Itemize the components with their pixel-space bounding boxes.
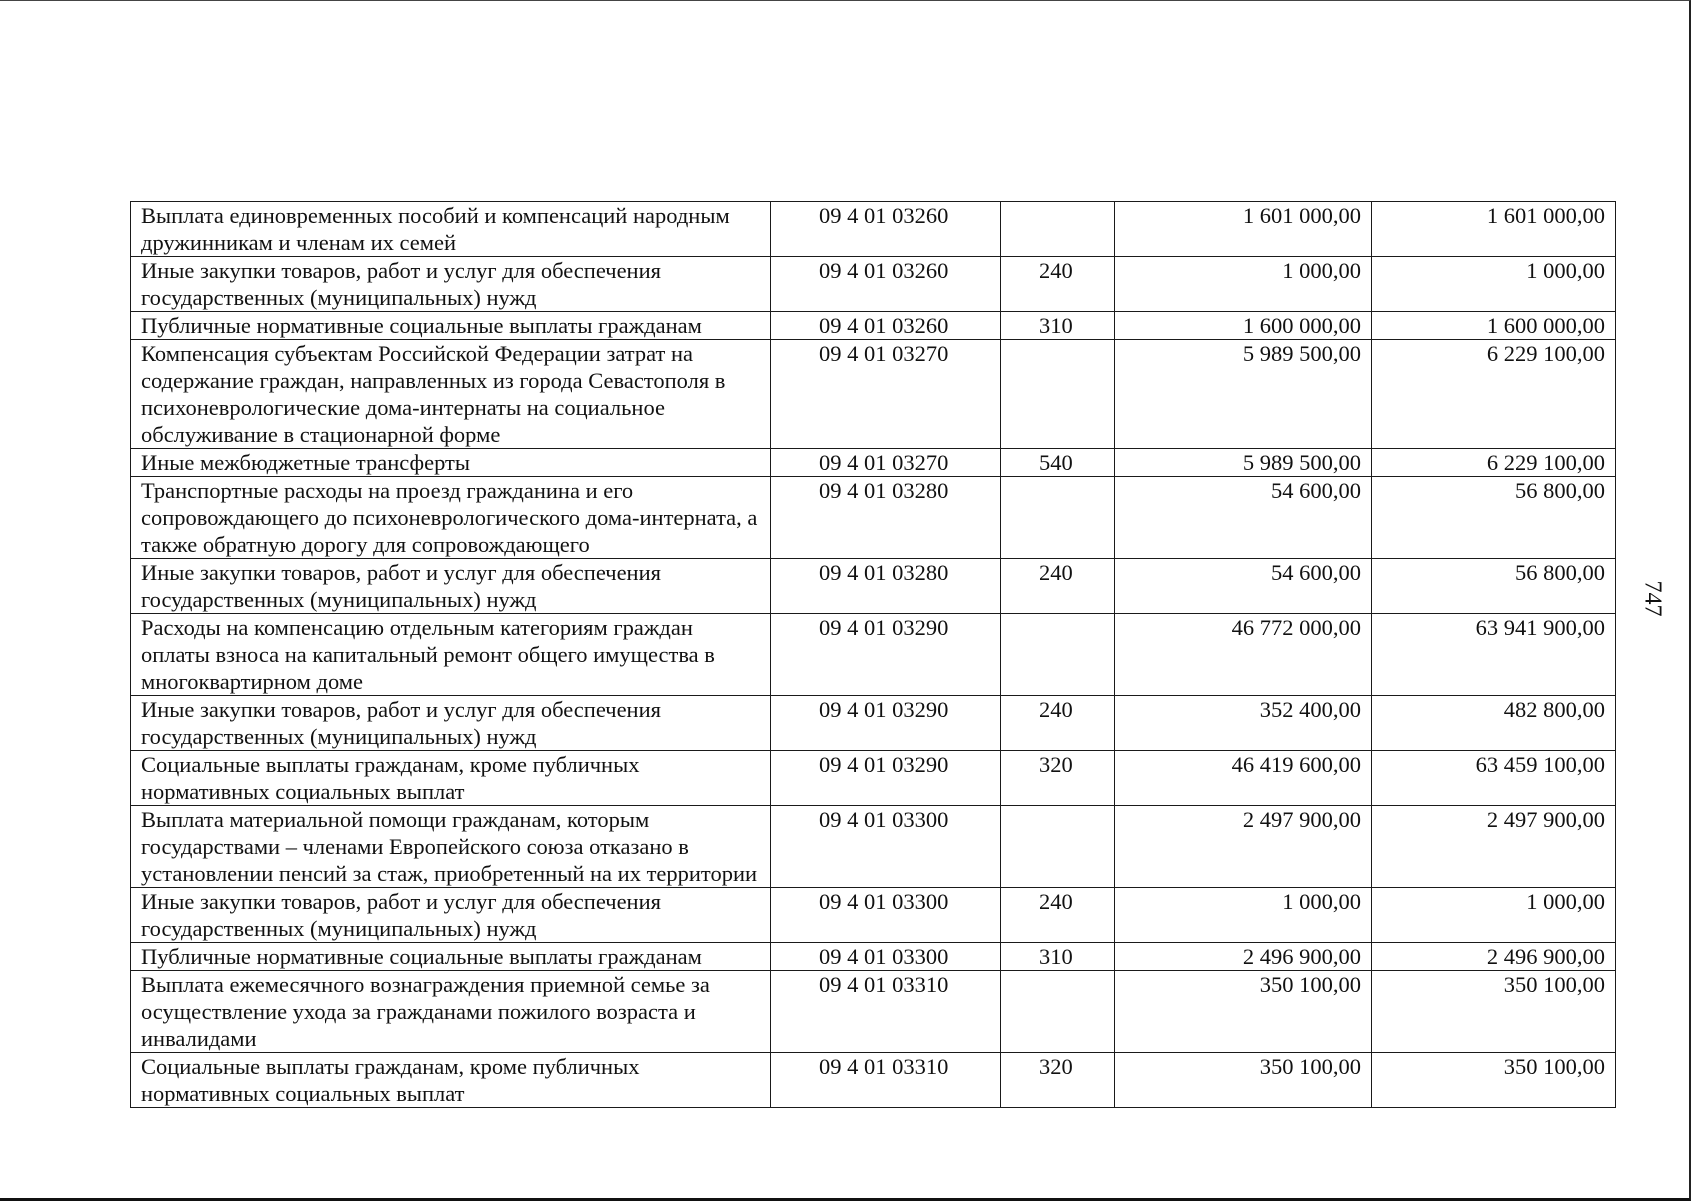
- table-row: [131, 614, 1616, 696]
- row-amount-year2: 1 600 000,00: [1372, 312, 1616, 340]
- row-amount-year1: 46 772 000,00: [1115, 614, 1372, 696]
- row-type: 240: [1001, 888, 1115, 943]
- row-code: 09 4 01 03280: [771, 477, 1001, 559]
- row-code: 09 4 01 03280: [771, 559, 1001, 614]
- row-code: 09 4 01 03270: [771, 340, 1001, 449]
- row-amount-year1: 1 600 000,00: [1115, 312, 1372, 340]
- row-amount-year1: 54 600,00: [1115, 559, 1372, 614]
- row-amount-year2: 350 100,00: [1372, 1053, 1616, 1108]
- table-row: [131, 751, 1616, 806]
- row-amount-year2: 2 497 900,00: [1372, 806, 1616, 888]
- row-name: Выплата материальной помощи гражданам, которым государствами – членами Европейского союза отказано в установлении пенсий за стаж, приобретенный на их территории: [131, 806, 771, 888]
- row-type: [1001, 614, 1115, 696]
- row-amount-year2: 2 496 900,00: [1372, 943, 1616, 971]
- row-type: 540: [1001, 449, 1115, 477]
- row-code: 09 4 01 03270: [771, 449, 1001, 477]
- row-type: 240: [1001, 696, 1115, 751]
- table-row: [131, 257, 1616, 312]
- table-row: [131, 202, 1616, 257]
- row-amount-year1: 352 400,00: [1115, 696, 1372, 751]
- row-code: 09 4 01 03260: [771, 202, 1001, 257]
- row-name: Публичные нормативные социальные выплаты гражданам: [131, 312, 771, 340]
- row-type: 320: [1001, 1053, 1115, 1108]
- row-amount-year1: 350 100,00: [1115, 1053, 1372, 1108]
- row-amount-year1: 2 496 900,00: [1115, 943, 1372, 971]
- row-amount-year2: 1 601 000,00: [1372, 202, 1616, 257]
- row-amount-year2: 63 459 100,00: [1372, 751, 1616, 806]
- row-name: Социальные выплаты гражданам, кроме публичных нормативных социальных выплат: [131, 751, 771, 806]
- row-code: 09 4 01 03290: [771, 751, 1001, 806]
- row-name: Транспортные расходы на проезд гражданина и его сопровождающего до психоневрологического дома-интерната, а также обратную дорогу для сопровождающего: [131, 477, 771, 559]
- row-name: Иные закупки товаров, работ и услуг для обеспечения государственных (муниципальных) нужд: [131, 888, 771, 943]
- row-amount-year2: 350 100,00: [1372, 971, 1616, 1053]
- page-number: 747: [1639, 580, 1666, 617]
- row-amount-year2: 1 000,00: [1372, 888, 1616, 943]
- table-row: [131, 477, 1616, 559]
- row-code: 09 4 01 03290: [771, 696, 1001, 751]
- row-type: 310: [1001, 312, 1115, 340]
- row-amount-year1: 350 100,00: [1115, 971, 1372, 1053]
- row-name: Иные межбюджетные трансферты: [131, 449, 771, 477]
- row-amount-year1: 5 989 500,00: [1115, 449, 1372, 477]
- row-amount-year1: 46 419 600,00: [1115, 751, 1372, 806]
- row-type: [1001, 202, 1115, 257]
- row-name: Расходы на компенсацию отдельным категориям граждан оплаты взноса на капитальный ремонт общего имущества в многоквартирном доме: [131, 614, 771, 696]
- row-type: 310: [1001, 943, 1115, 971]
- row-code: 09 4 01 03300: [771, 806, 1001, 888]
- row-name: Компенсация субъектам Российской Федерации затрат на содержание граждан, направленных из города Севастополя в психоневрологические дома-интернаты на социальное обслуживание в стационарной форме: [131, 340, 771, 449]
- row-type: [1001, 340, 1115, 449]
- table-row: [131, 806, 1616, 888]
- row-name: Выплата ежемесячного вознаграждения приемной семье за осуществление ухода за гражданами пожилого возраста и инвалидами: [131, 971, 771, 1053]
- row-code: 09 4 01 03260: [771, 312, 1001, 340]
- row-name: Иные закупки товаров, работ и услуг для обеспечения государственных (муниципальных) нужд: [131, 696, 771, 751]
- row-code: 09 4 01 03290: [771, 614, 1001, 696]
- row-type: 240: [1001, 257, 1115, 312]
- row-amount-year2: 56 800,00: [1372, 559, 1616, 614]
- row-type: 320: [1001, 751, 1115, 806]
- row-type: [1001, 806, 1115, 888]
- row-code: 09 4 01 03310: [771, 971, 1001, 1053]
- row-amount-year2: 6 229 100,00: [1372, 340, 1616, 449]
- row-name: Иные закупки товаров, работ и услуг для обеспечения государственных (муниципальных) нужд: [131, 559, 771, 614]
- row-name: Выплата единовременных пособий и компенсаций народным дружинникам и членам их семей: [131, 202, 771, 257]
- budget-table: [130, 201, 1616, 1108]
- table-row: [131, 696, 1616, 751]
- table-row: [131, 1053, 1616, 1108]
- row-amount-year1: 5 989 500,00: [1115, 340, 1372, 449]
- row-type: [1001, 971, 1115, 1053]
- row-code: 09 4 01 03260: [771, 257, 1001, 312]
- row-amount-year1: 1 000,00: [1115, 888, 1372, 943]
- row-amount-year1: 54 600,00: [1115, 477, 1372, 559]
- row-amount-year2: 482 800,00: [1372, 696, 1616, 751]
- row-type: [1001, 477, 1115, 559]
- row-name: Социальные выплаты гражданам, кроме публичных нормативных социальных выплат: [131, 1053, 771, 1108]
- table-row: [131, 312, 1616, 340]
- table-row: [131, 943, 1616, 971]
- row-type: 240: [1001, 559, 1115, 614]
- row-code: 09 4 01 03300: [771, 888, 1001, 943]
- row-name: Иные закупки товаров, работ и услуг для обеспечения государственных (муниципальных) нужд: [131, 257, 771, 312]
- table-row: [131, 888, 1616, 943]
- table-row: [131, 971, 1616, 1053]
- row-code: 09 4 01 03300: [771, 943, 1001, 971]
- table-row: [131, 340, 1616, 449]
- row-amount-year2: 56 800,00: [1372, 477, 1616, 559]
- row-amount-year2: 1 000,00: [1372, 257, 1616, 312]
- table-row: [131, 559, 1616, 614]
- row-amount-year1: 2 497 900,00: [1115, 806, 1372, 888]
- row-amount-year2: 6 229 100,00: [1372, 449, 1616, 477]
- table-row: [131, 449, 1616, 477]
- row-name: Публичные нормативные социальные выплаты гражданам: [131, 943, 771, 971]
- row-amount-year2: 63 941 900,00: [1372, 614, 1616, 696]
- row-amount-year1: 1 000,00: [1115, 257, 1372, 312]
- row-code: 09 4 01 03310: [771, 1053, 1001, 1108]
- row-amount-year1: 1 601 000,00: [1115, 202, 1372, 257]
